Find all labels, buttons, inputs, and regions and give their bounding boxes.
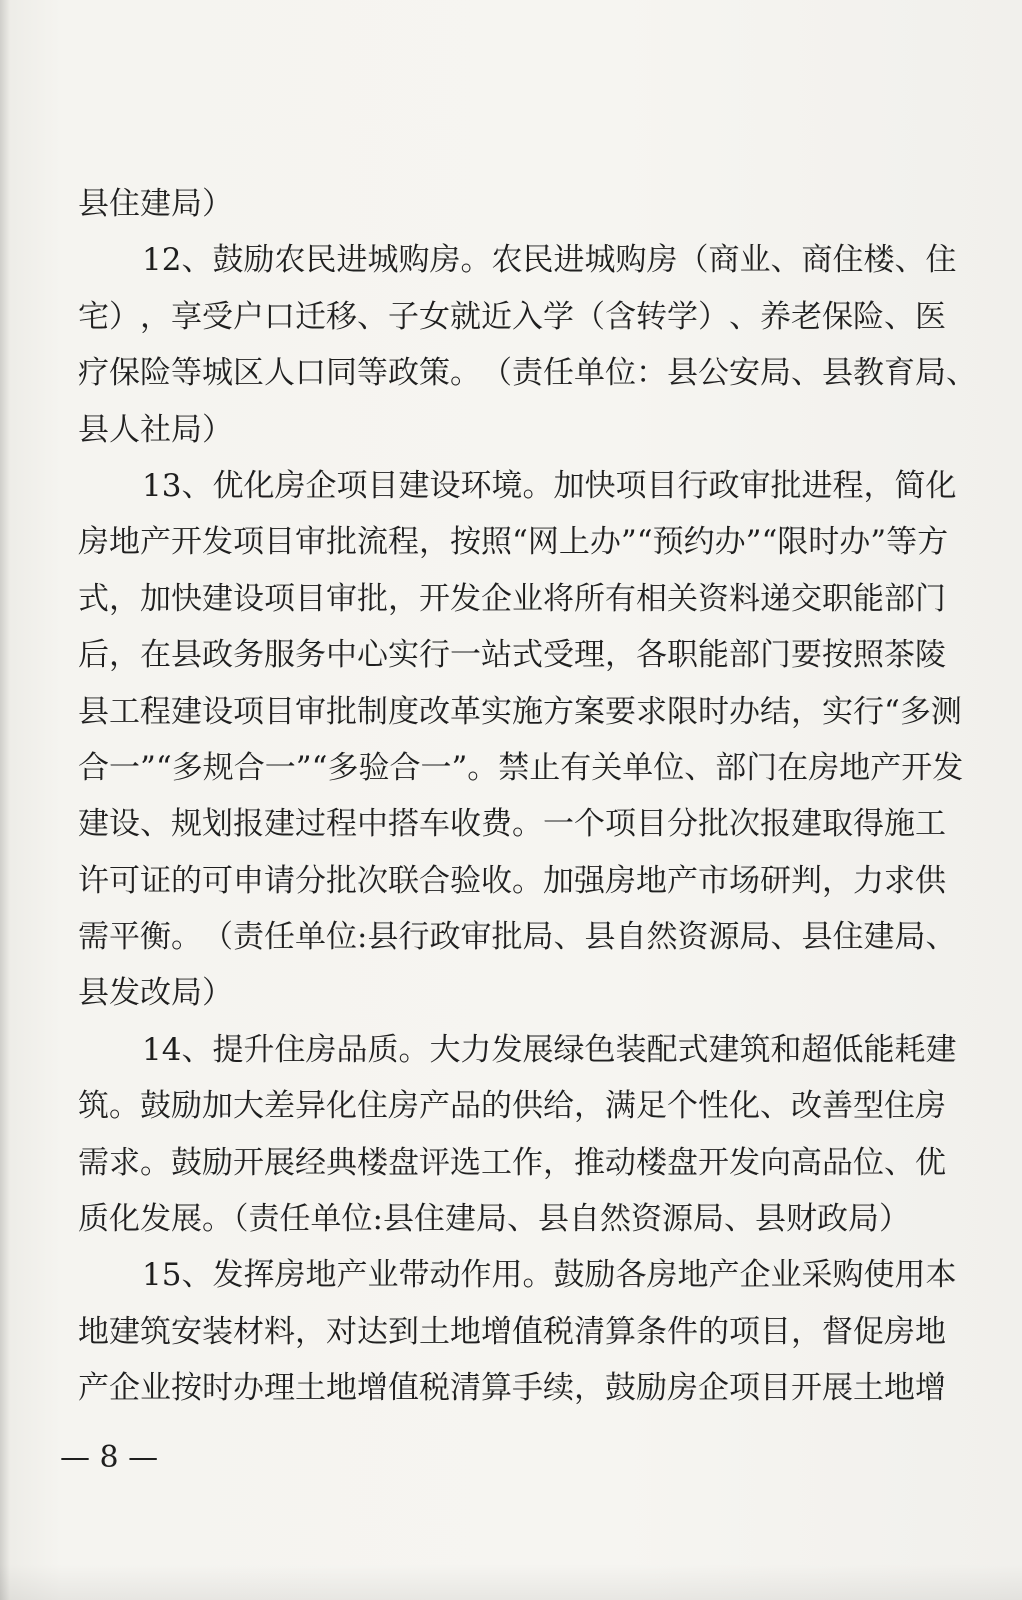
text-line: 房 地 产 开 发 项 目 审 批 流 程 ， 按 照 “ 网 上 办 ” “ 预 约 办 ” “ 限 时 办 ” 等 方 xyxy=(78,524,949,561)
text-line: 县发改局） xyxy=(78,975,233,1012)
text-line: 式 ， 加 快 建 设 项 目 审 批 ， 开 发 企 业 将 所 有 相 关 资 料 递 交 职 能 部 门 xyxy=(78,580,946,617)
text-line: 筑 。 鼓 励 加 大 差 异 化 住 房 产 品 的 供 给 ， 满 足 个 性 化 、 改 善 型 住 房 xyxy=(78,1088,946,1125)
text-line: 宅 ） ， 享 受 户 口 迁 移 、 子 女 就 近 入 学 （ 含 转 学 ） 、 养 老 保 险 、 医 xyxy=(78,298,946,335)
text-line: 建 设 、 规 划 报 建 过 程 中 搭 车 收 费 。 一 个 项 目 分 批 次 报 建 取 得 施 工 xyxy=(78,806,946,843)
text-line: 14 、 提 升 住 房 品 质 。 大 力 发 展 绿 色 装 配 式 建 筑 和 超 低 能 耗 建 xyxy=(142,1031,957,1068)
text-line: 12 、 鼓 励 农 民 进 城 购 房 。 农 民 进 城 购 房 （ 商 业 、 商 住 楼 、 住 xyxy=(142,242,957,279)
document-body xyxy=(78,176,977,1417)
text-line: 县 工 程 建 设 项 目 审 批 制 度 改 革 实 施 方 案 要 求 限 时 办 结 ， 实 行 “ 多 测 xyxy=(78,693,962,730)
text-line: 县住建局） xyxy=(78,186,233,222)
text-line: 需 求 。 鼓 励 开 展 经 典 楼 盘 评 选 工 作 ， 推 动 楼 盘 开 发 向 高 品 位 、 优 xyxy=(78,1144,946,1181)
text-line: 需 平 衡 。 （ 责 任 单 位 : 县 行 政 审 批 局 、 县 自 然 资 源 局 、 县 住 建 局 、 xyxy=(78,919,957,956)
text-line: 合 一 ” “ 多 规 合 一 ” “ 多 验 合 一 ” 。 禁 止 有 关 单 位 、 部 门 在 房 地 产 开 发 xyxy=(78,749,964,786)
text-line: 县人社局） xyxy=(78,411,233,448)
page-bottom-shadow xyxy=(0,1564,1022,1600)
text-line: 许 可 证 的 可 申 请 分 批 次 联 合 验 收 。 加 强 房 地 产 市 场 研 判 ， 力 求 供 xyxy=(78,862,946,899)
page-edge-shadow xyxy=(0,0,10,1600)
text-line: 13 、 优 化 房 企 项 目 建 设 环 境 。 加 快 项 目 行 政 审 批 进 程 ， 简 化 xyxy=(142,467,957,504)
text-line: 地 建 筑 安 装 材 料 ， 对 达 到 土 地 增 值 税 清 算 条 件 的 项 目 ， 督 促 房 地 xyxy=(78,1313,946,1350)
text-line: 15 、 发 挥 房 地 产 业 带 动 作 用 。 鼓 励 各 房 地 产 企 业 采 购 使 用 本 xyxy=(142,1257,957,1294)
text-line: 疗 保 险 等 城 区 人 口 同 等 政 策 。 （ 责 任 单 位 ： 县 公 安 局 、 县 教 育 局 、 xyxy=(78,355,977,392)
page-number: — 8 — xyxy=(60,1440,159,1475)
text-line: 质化发展。（责任单位:县住建局、县自然资源局、县财政局） xyxy=(78,1201,910,1238)
text-line: 后 ， 在 县 政 务 服 务 中 心 实 行 一 站 式 受 理 ， 各 职 能 部 门 要 按 照 茶 陵 xyxy=(78,637,946,674)
text-line: 产 企 业 按 时 办 理 土 地 增 值 税 清 算 手 续 ， 鼓 励 房 企 项 目 开 展 土 地 增 xyxy=(78,1370,946,1407)
